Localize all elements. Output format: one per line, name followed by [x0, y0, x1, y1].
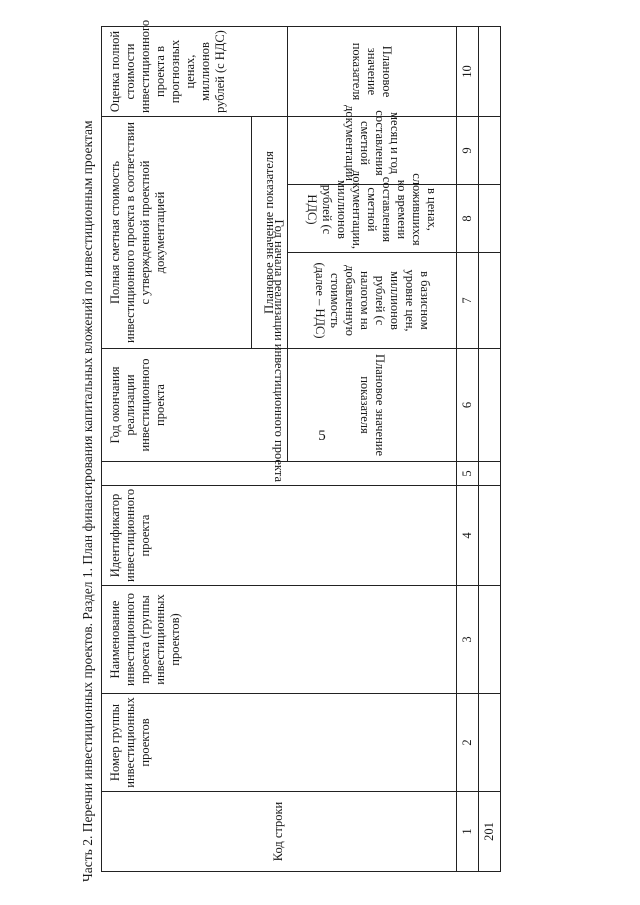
- column-number: 4: [456, 486, 478, 586]
- table-cell: [478, 27, 500, 117]
- column-number: 10: [456, 27, 478, 117]
- end-year-planned-text: Плановое значение показателя: [357, 353, 387, 457]
- table-cell: [478, 253, 500, 349]
- header-row-code: Код строки: [102, 792, 457, 872]
- table-cell: [478, 486, 500, 586]
- row-code-cell: 201: [478, 792, 500, 872]
- full-cost-planned-text: Плановое значение показателя: [350, 42, 395, 101]
- base-prices-text: в базисном уровне цен, миллионов рублей (с налогом на добавленную стоимость (далее – НДС): [312, 262, 432, 339]
- header-planned-value: Плановое значение показателя: [252, 117, 288, 349]
- table-cell: [478, 462, 500, 486]
- header-estimate-cost: Полная сметная стоимость инвестиционного проекта в соответствии с утвержденной проектной документацией: [102, 117, 252, 349]
- header-group-number: Номер группы инвестиционных проектов: [102, 694, 457, 792]
- column-number: 7: [456, 253, 478, 349]
- estimate-date-text: месяц и год составления сметной документации: [342, 105, 402, 182]
- column-number: 9: [456, 117, 478, 185]
- cell-end-year-planned: [287, 349, 456, 462]
- header-project-name: Наименование инвестиционного проекта (группы инвестиционных проектов): [102, 586, 457, 694]
- cell-current-prices: [287, 169, 456, 253]
- page-number: 5: [318, 428, 326, 444]
- table-caption: Часть 2. Перечни инвестиционных проектов. Раздел 1. План финансирования капитальных вложений по инвестиционным проектам: [80, 120, 95, 882]
- header-full-cost-estimate: Оценка полной стоимости инвестиционного проекта в прогнозных ценах, миллионов рублей (с НДС): [102, 27, 288, 117]
- column-number: 6: [456, 349, 478, 462]
- table-cell: [478, 185, 500, 253]
- table-cell: [478, 694, 500, 792]
- column-number: 5: [456, 462, 478, 486]
- rotated-sheet: [76, 19, 506, 882]
- column-number: 8: [456, 185, 478, 253]
- column-number: 1: [456, 792, 478, 872]
- table-cell: [478, 586, 500, 694]
- column-number-row: [456, 27, 478, 872]
- cell-full-cost-planned: [287, 27, 456, 117]
- table-row: [478, 27, 500, 872]
- column-number: 2: [456, 694, 478, 792]
- header-project-id: Идентификатор инвестиционного проекта: [102, 486, 457, 586]
- table-cell: [478, 117, 500, 185]
- header-start-year-text: Год начала реализации инвестиционного проекта: [272, 219, 287, 482]
- column-number: 3: [456, 586, 478, 694]
- current-prices-text: в ценах, сложившихся ко времени составления сметной документации, миллионов рублей (с НДС): [305, 169, 440, 250]
- investment-projects-table: [101, 19, 501, 872]
- header-end-year: Год окончания реализации инвестиционного проекта: [102, 349, 288, 462]
- table-cell: [478, 349, 500, 462]
- cell-base-prices: [287, 253, 456, 349]
